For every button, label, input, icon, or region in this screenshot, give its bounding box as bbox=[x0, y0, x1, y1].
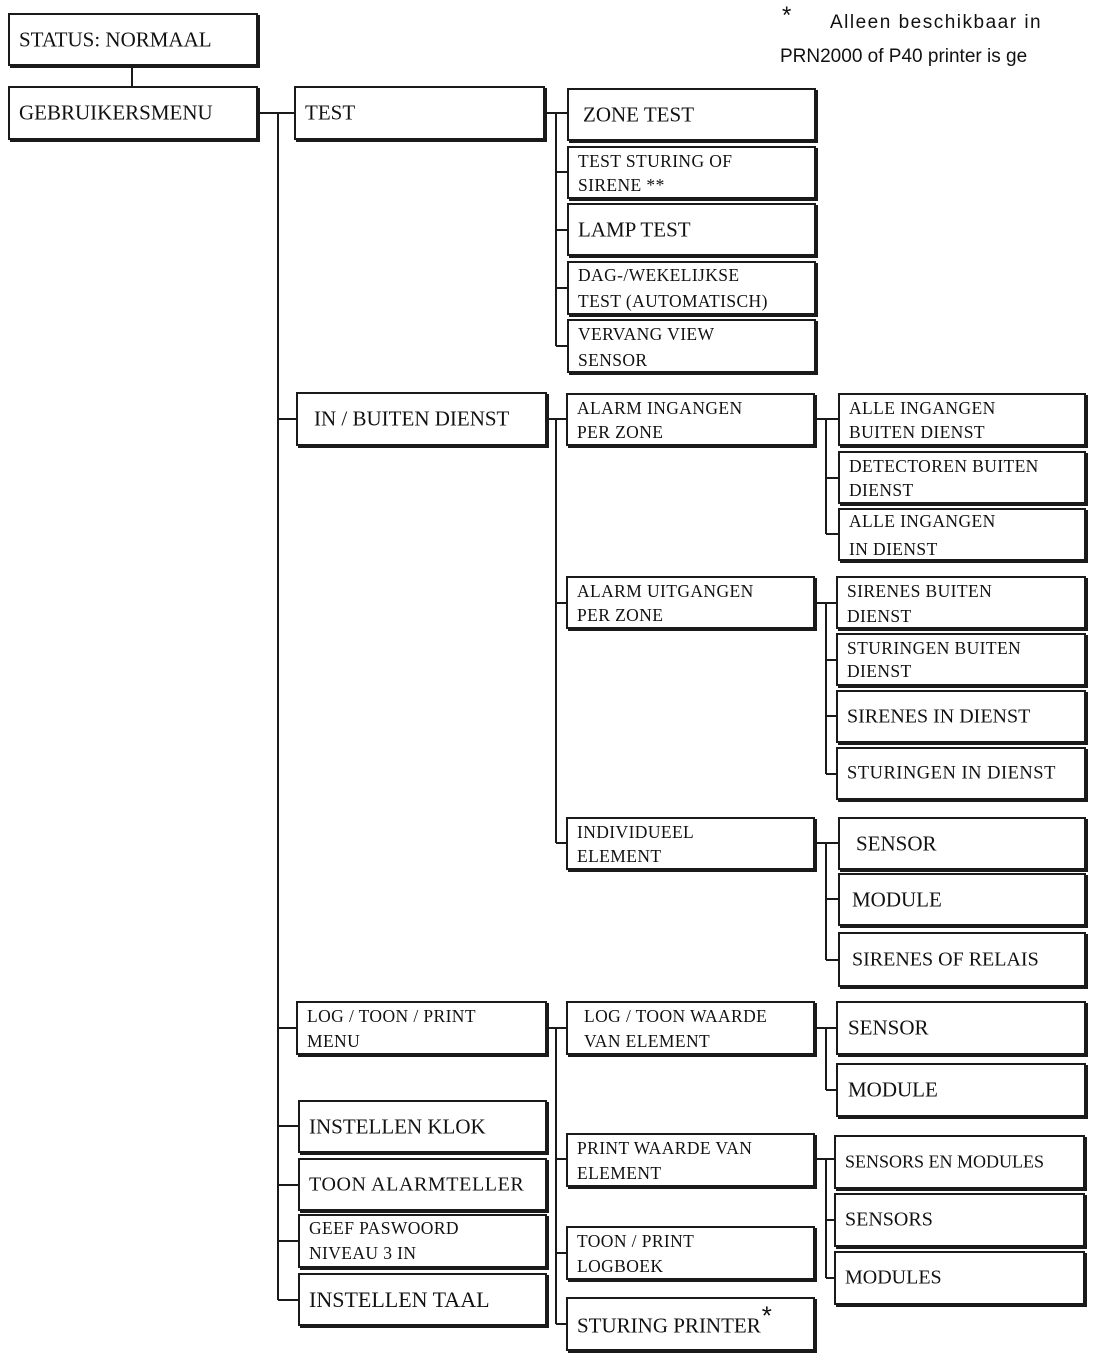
item-sturingen-in-dienst-label: STURINGEN IN DIENST bbox=[847, 763, 1056, 783]
item-lamp-test-label: LAMP TEST bbox=[578, 217, 691, 241]
item-alle-ingangen-buiten-line-1: ALLE INGANGEN bbox=[849, 398, 996, 418]
item-sirenes-buiten-line-1: SIRENES BUITEN bbox=[847, 581, 993, 601]
item-print-modules[interactable] bbox=[834, 1251, 1085, 1305]
menu-geef-paswoord-line-2: NIVEAU 3 IN bbox=[309, 1243, 417, 1263]
item-sirenes-of-relais-label: SIRENES OF RELAIS bbox=[852, 948, 1039, 970]
item-alarm-uitgangen-line-1: ALARM UITGANGEN bbox=[577, 581, 754, 601]
footnote-line-2: PRN2000 of P40 printer is ge bbox=[780, 46, 1028, 67]
item-dag-wekelijkse-line-1: DAG-/WEKELIJKSE bbox=[578, 265, 740, 285]
menu-toon-alarmteller[interactable] bbox=[298, 1158, 547, 1211]
item-sturing-printer[interactable] bbox=[566, 1297, 815, 1351]
item-dag-wekelijkse-test[interactable] bbox=[567, 261, 816, 315]
menu-geef-paswoord-line-1: GEEF PASWOORD bbox=[309, 1218, 459, 1238]
item-sturingen-buiten-line-1: STURINGEN BUITEN bbox=[847, 638, 1022, 658]
menu-log-toon-print-line-1: LOG / TOON / PRINT bbox=[307, 1006, 476, 1026]
menu-instellen-klok[interactable] bbox=[298, 1100, 547, 1153]
status-label: STATUS: NORMAAL bbox=[19, 27, 212, 51]
item-alarm-uitgangen-line-2: PER ZONE bbox=[577, 605, 664, 625]
item-sirenes-buiten-dienst[interactable] bbox=[836, 576, 1086, 629]
item-alle-ingangen-buiten-dienst[interactable] bbox=[838, 393, 1086, 446]
menu-in-buiten-dienst[interactable] bbox=[296, 392, 547, 446]
item-logboek-line-1: TOON / PRINT bbox=[577, 1231, 695, 1251]
menu-log-toon-print[interactable] bbox=[296, 1001, 547, 1055]
item-log-sensor-label: SENSOR bbox=[848, 1015, 929, 1040]
item-individueel-module[interactable] bbox=[838, 873, 1086, 926]
item-detectoren-line-1: DETECTOREN BUITEN bbox=[849, 456, 1039, 476]
menu-instellen-taal[interactable] bbox=[298, 1273, 547, 1326]
item-vervang-line-1: VERVANG VIEW bbox=[578, 324, 715, 344]
item-alarm-ingangen-line-2: PER ZONE bbox=[577, 422, 664, 442]
item-test-sturing-sirene-line-1: TEST STURING OF bbox=[578, 151, 733, 171]
item-print-waarde-van-element[interactable] bbox=[566, 1133, 815, 1187]
footnote-line-1: Alleen beschikbaar in bbox=[830, 12, 1043, 33]
item-alarm-uitgangen-per-zone[interactable] bbox=[566, 576, 815, 629]
item-test-sturing-sirene-line-2: SIRENE ** bbox=[578, 175, 665, 195]
item-sensors-en-modules-label: SENSORS EN MODULES bbox=[845, 1151, 1045, 1172]
item-log-toon-waarde[interactable] bbox=[566, 1001, 815, 1055]
item-detectoren-line-2: DIENST bbox=[849, 480, 914, 500]
menu-in-buiten-dienst-label: IN / BUITEN DIENST bbox=[314, 406, 510, 431]
item-dag-wekelijkse-line-2: TEST (AUTOMATISCH) bbox=[578, 291, 768, 311]
menu-geef-paswoord[interactable] bbox=[298, 1214, 547, 1268]
item-sirenes-of-relais[interactable] bbox=[838, 932, 1086, 987]
item-sturingen-buiten-line-2: DIENST bbox=[847, 661, 912, 681]
item-lamp-test[interactable] bbox=[567, 203, 816, 256]
item-alarm-ingangen-per-zone[interactable] bbox=[566, 393, 815, 446]
item-alle-ingangen-in-line-2: IN DIENST bbox=[849, 539, 938, 559]
item-sturing-printer-marker: * bbox=[761, 1300, 772, 1331]
menu-toon-alarmteller-label: TOON ALARMTELLER bbox=[309, 1173, 525, 1195]
item-individueel-sensor[interactable] bbox=[838, 817, 1086, 870]
item-print-waarde-line-1: PRINT WAARDE VAN bbox=[577, 1138, 753, 1158]
gebruikersmenu-box[interactable] bbox=[8, 86, 258, 140]
item-log-module-label: MODULE bbox=[848, 1077, 938, 1102]
item-toon-print-logboek[interactable] bbox=[566, 1226, 815, 1280]
item-sturingen-buiten-dienst[interactable] bbox=[836, 633, 1086, 686]
item-sirenes-in-dienst-label: SIRENES IN DIENST bbox=[847, 705, 1031, 727]
item-vervang-line-2: SENSOR bbox=[578, 350, 648, 370]
menu-test[interactable] bbox=[294, 86, 545, 140]
item-zone-test-label: ZONE TEST bbox=[583, 102, 695, 126]
item-alarm-ingangen-line-1: ALARM INGANGEN bbox=[577, 398, 743, 418]
gebruikersmenu-label: GEBRUIKERSMENU bbox=[19, 100, 213, 125]
item-sturing-printer-label bbox=[577, 1300, 772, 1340]
item-sirenes-in-dienst[interactable] bbox=[836, 690, 1086, 743]
item-logboek-line-2: LOGBOEK bbox=[577, 1256, 664, 1276]
item-print-waarde-line-2: ELEMENT bbox=[577, 1163, 662, 1183]
menu-instellen-taal-label: INSTELLEN TAAL bbox=[309, 1286, 490, 1312]
item-alle-ingangen-in-line-1: ALLE INGANGEN bbox=[849, 511, 996, 531]
footnote-marker: * bbox=[782, 2, 792, 29]
item-log-sensor[interactable] bbox=[836, 1001, 1086, 1055]
item-vervang-view-sensor[interactable] bbox=[567, 319, 816, 373]
item-print-modules-label: MODULES bbox=[845, 1266, 942, 1289]
menu-test-label: TEST bbox=[305, 100, 356, 125]
item-print-sensors[interactable] bbox=[834, 1193, 1085, 1247]
item-sensors-en-modules[interactable] bbox=[834, 1135, 1085, 1189]
item-log-toon-waarde-line-2: VAN ELEMENT bbox=[584, 1031, 711, 1051]
item-zone-test[interactable] bbox=[567, 88, 816, 141]
item-log-toon-waarde-line-1: LOG / TOON WAARDE bbox=[584, 1006, 768, 1026]
menu-log-toon-print-line-2: MENU bbox=[307, 1031, 361, 1051]
item-alle-ingangen-in-dienst[interactable] bbox=[838, 508, 1086, 561]
item-individueel-sensor-label: SENSOR bbox=[856, 831, 937, 855]
item-alle-ingangen-buiten-line-2: BUITEN DIENST bbox=[849, 422, 985, 442]
item-individueel-line-2: ELEMENT bbox=[577, 846, 662, 866]
item-individueel-element[interactable] bbox=[566, 817, 815, 870]
item-sirenes-buiten-line-2: DIENST bbox=[847, 606, 912, 626]
item-individueel-line-1: INDIVIDUEEL bbox=[577, 822, 695, 842]
item-individueel-module-label: MODULE bbox=[852, 887, 942, 911]
item-test-sturing-sirene[interactable] bbox=[567, 146, 816, 199]
status-box bbox=[8, 13, 258, 66]
item-sturing-printer-text: STURING PRINTER bbox=[577, 1313, 761, 1338]
menu-instellen-klok-label: INSTELLEN KLOK bbox=[309, 1114, 486, 1138]
item-log-module[interactable] bbox=[836, 1063, 1086, 1117]
item-detectoren-buiten-dienst[interactable] bbox=[838, 451, 1086, 504]
item-sturingen-in-dienst[interactable] bbox=[836, 747, 1086, 800]
item-print-sensors-label: SENSORS bbox=[845, 1208, 933, 1231]
